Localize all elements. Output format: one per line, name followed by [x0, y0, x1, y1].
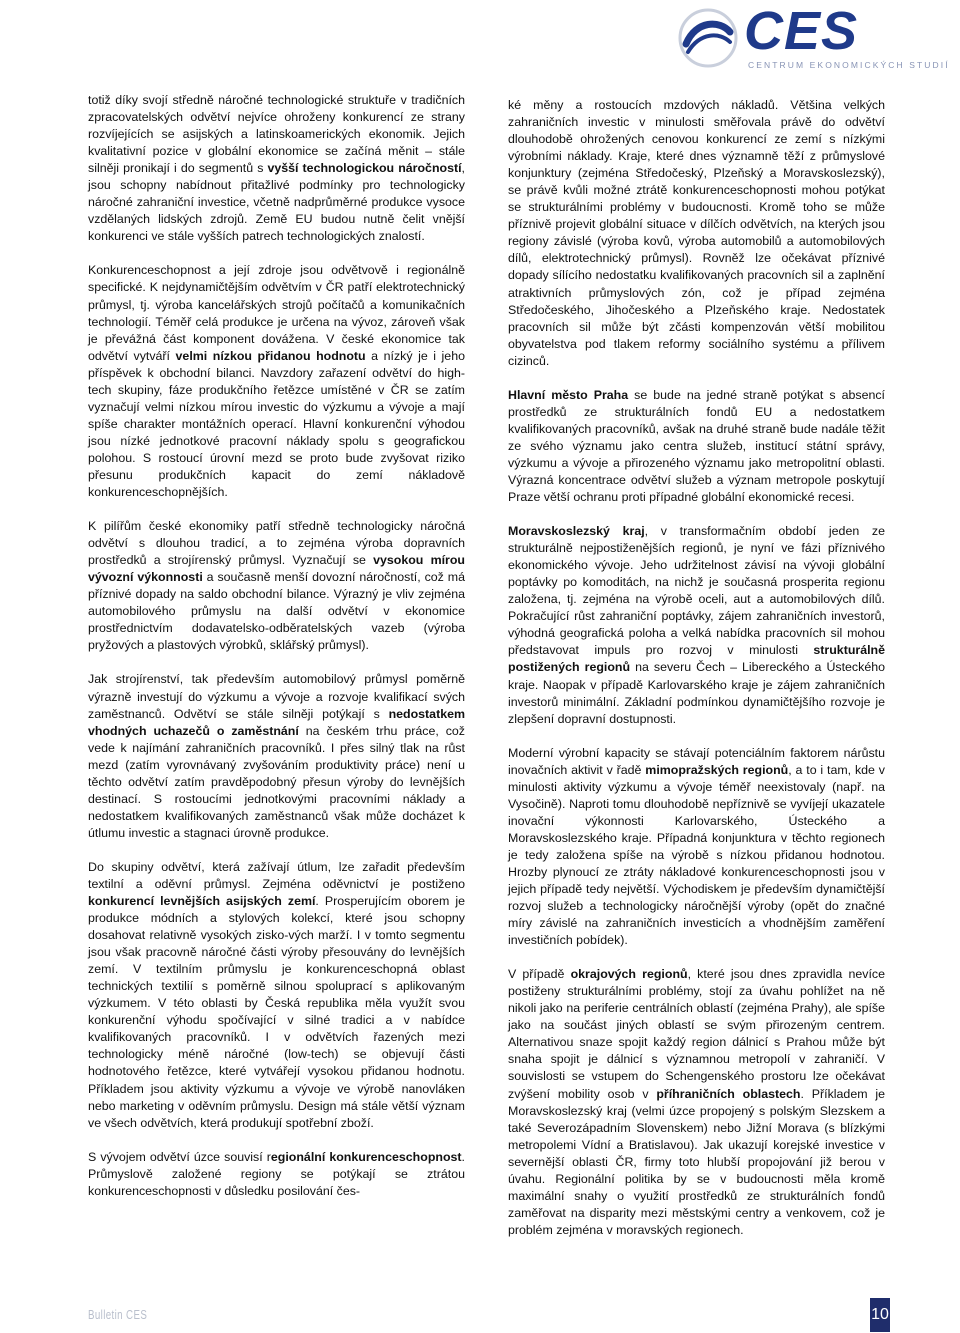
emphasis-text: Hlavní město Praha — [508, 387, 629, 402]
body-text: K pilířům české ekonomiky patří středně technologicky náročná odvětví s dlouhou tradicí, a to zejména výroba dopravních prostředků a strojírenský průmysl. Vyznačují se — [88, 519, 465, 568]
page-number: 10 — [870, 1298, 890, 1332]
emphasis-text: egionální konkurenceschopnost — [270, 1149, 462, 1164]
body-text: Jak strojírenství, tak především automobilový průmysl poměrně výrazně investují do výzkumu a vývoje a rozvoje kvalifikací svých zaměstnanců. Odvětví se stále silněji potýkají s — [88, 672, 465, 721]
paragraph — [88, 671, 465, 841]
paragraph — [88, 859, 465, 1132]
emphasis-text: okrajových regionů — [570, 967, 688, 982]
body-text: na severu Čech – Libereckého a Ústeckého kraje. Naopak v případě Karlovarského kraje je zájem zahraničních investorů minimální. Základní podmínkou dynamičtějšího rozvoje je zlepšení dopravní dostupnosti. — [508, 660, 885, 726]
emphasis-text: velmi nízkou přidanou hodnotu — [175, 348, 366, 363]
left-text-column — [88, 92, 465, 1217]
body-text: se bude na jedné straně potýkat s absencí prostředků ze strukturálních fondů EU a nedostatkem kvalifikovaných pracovníků, avšak na druhé straně bude nadále těžit ze svého významu jako centra služeb, institucí státní správy, výzkumu a vývoje a přirozeného významu jako metropolitní oblasti. Výrazná koncentrace odvětví služeb a význam metropole poskytují Praze větší ochranu proti případné globální ekonomické recesi. — [508, 387, 885, 505]
emphasis-text: vysokou mírou vývozní výkonnosti — [88, 553, 465, 585]
body-text: . Příkladem je Moravskoslezský kraj (velmi úzce propojený s polským Slezskem a také Severozápadním Slovenskem) nebo Jižní Morava (s blízkými metropolemi Vídní a Bratislavou). Jak ukazují korejské investice v severnější oblasti ČR, firmy toto hlubší propojování již berou v úvahu. Regionální politika by se v budoucnosti měla kromě maximální snahy o využití prostředků ze strukturálních fondů zaměřovat na disparity mezi městskými centry a venkovem, což je problém zejména v moravských regionech. — [508, 1086, 885, 1237]
paragraph — [508, 745, 885, 950]
body-text: . Průmyslově založené regiony se potýkají se ztrátou konkurenceschopnosti v důsledku posilování čes- — [88, 1149, 465, 1198]
paragraph — [508, 523, 885, 728]
paragraph — [508, 966, 885, 1239]
paragraph — [88, 518, 465, 654]
emphasis-text: příhraničních oblastech — [656, 1086, 801, 1101]
emphasis-text: vyšší technologickou náročností — [267, 161, 462, 176]
right-text-column — [508, 97, 885, 1256]
emphasis-text: strukturálně postižených regionů — [508, 643, 885, 675]
emphasis-text: mimopražských regionů — [645, 762, 789, 777]
body-text: S vývojem odvětví úzce souvisí r — [88, 1149, 271, 1164]
body-text: a nízký je i jeho příspěvek k obchodní bilanci. Navzdory zařazení odvětví do high-tech skupiny, fáze produkčního řetězce umístěné v ČR se zatím vyznačují velmi nízkou mírou investic do výzkumu a vývoje a mají spíše charakter montážních operací. Hlavní konkurenční výhodou jsou nízké jednotkové pracovní náklady spolu s geografickou polohou. S rostoucí úrovní mezd se proto bude zvyšovat riziko přesunu produkčních kapacit do zemí nákladově konkurenceschopnějších. — [88, 348, 465, 500]
body-text: , které jsou dnes zpravidla nevíce postiženy strukturálními problémy, stojí za úvahu pohlížet na ně nikoli jako na periferie centrálních oblastí (zejména Prahy), ale spíše jako na součást jiných oblastí se svým přirozeným centrem. Alternativou snaze spojit každý region dálnicí s Prahou může být snaha spojit je dálnicí s významnou metropolí v zahraničí. V souvislosti se vstupem do Schengenského prostoru lze očekávat zvýšení mobility osob v — [508, 967, 885, 1101]
ces-swirl-icon — [676, 6, 740, 70]
body-text: , jsou schopny nabídnout přitažlivé podmínky pro technologicky náročné zahraniční investice, včetně nadprůměrné produkce vysoce vzdělaných lidských zdrojů. Země EU budou nutně čelit vnější konkurenci ve stále vyšších patrech technologických znalostí. — [88, 161, 465, 244]
body-text: ké měny a rostoucích mzdových nákladů. Většina velkých zahraničních investic v minulosti směřovala právě do odvětví dlouhodobě ohrožených cenovou konkurencí ze zemí s nízkými výrobními náklady. Kraje, které dnes významně těží z průmyslové konjunktury (zejména Středočeský, Plzeňský a Moravskoslezský), se právě kvůli možné ztrátě konkurenceschopnosti mohou potýkat se strukturálními problémy v budoucnosti. Kromě toho se může příznivě projevit globální situace v dílčích odvětvích, na kterých jsou regiony závislé (výroba kovů, výroba automobilů a automobilových dílů, elektrotechnický průmysl). Rovněž lze očekávat příznivé dopady sílícího nedostatku kvalifikovaných pracovních sil a zaplnění atraktivních průmyslových zón, což je případ zejména Středočeského, Jihočeského a Plzeňského kraje. Nedostatek pracovních sil může být zčásti kompenzován větší mobilitou obyvatelstva pod tlakem reformy sociálního systému a přílivem cizinců. — [508, 98, 885, 368]
body-text: . Prosperujícím oborem je produkce módních a stylových kolekcí, které jsou schopny dosahovat relativně vysokých zisko-vých marží. I v tomto segmentu jsou však pracovně náročné části výroby přesouvány do levnějších zemí. V textilním průmyslu je konkurenceschopná oblast technických textilií s poměrně silnou spoluprací s aplikovaným výzkumem. V této oblasti by Česká republika měla využít svou konkurenční výhodu spočívající v silné tradici a v nabídce kvalifikovaných pracovníků. I v odvětvích řazených mezi technologicky méně náročné (low-tech) se objevují části hodnotového řetězce, které vytvářejí vysokou přidanou hodnotu. Příkladem jsou aktivity výzkumu a vývoje ve výrobě nanovláken nebo marketing v oděvním průmyslu. Design má stále větší význam ve všech odvětvích, která produkují spotřební zboží. — [88, 894, 465, 1130]
body-text: na českém trhu práce, což vede k najímání zahraničních pracovníků. I přes silný tlak na růst mezd (zatím vyrovnávaný zvyšováním produktivity práce) není u těchto odvětví zatím pravděpodobný přesun výroby do levnějších destinací. S rostoucími jednotkovými pracovními náklady a nedostatkem kvalifikovaných zaměstnanců však může docházet k útlumu investic a stagnaci úrovně produkce. — [88, 723, 465, 840]
emphasis-text: Moravskoslezský kraj — [508, 524, 645, 539]
emphasis-text: nedostatkem vhodných uchazečů o zaměstnání — [88, 706, 465, 738]
logo-wordmark: CES — [744, 1, 859, 61]
paragraph — [508, 387, 885, 506]
body-text: Do skupiny odvětví, která zažívají útlum, lze zařadit především textilní a oděvní průmysl. Zejména oděvnictví je postiženo — [88, 859, 465, 891]
publication-title: Bulletin CES — [88, 1307, 148, 1322]
body-text: a současně menší dovozní náročností, což má příznivé dopady na saldo obchodní bilance. Výrazný je vliv zejména automobilového průmyslu na další odvětví v ekonomice prostřednictvím dodavatelsko-odběratelských vazeb (výroba pryžových a plastových výrobků, sklářský průmysl). — [88, 570, 465, 653]
body-text: V případě — [508, 967, 571, 982]
paragraph — [508, 97, 885, 370]
paragraph — [88, 92, 465, 245]
logo-subtitle: CENTRUM EKONOMICKÝCH STUDIÍ — [748, 60, 950, 70]
paragraph — [88, 1149, 465, 1200]
body-text: Moderní výrobní kapacity se stávají potenciálním faktorem nárůstu inovačních aktivit v řadě — [508, 745, 885, 777]
body-text: Konkurenceschopnost a její zdroje jsou odvětvově i regionálně specifické. K nejdynamičtějším odvětvím v ČR patří elektrotechnický průmysl, tj. výroba kancelářských strojů počítačů a komunikačních technologií. Téměř celá produkce je určena na vývoz, zároveň však je převážná část komponent dovážena. V české ekonomice tak odvětví vytváří — [88, 263, 465, 363]
emphasis-text: konkurencí levnějších asijských zemí — [88, 894, 316, 909]
body-text: , a to i tam, kde v minulosti aktivity výzkumu a vývoje téměř neexistovaly (např. na Vysočině). Naproti tomu dlouhodobě nepříznivě se vyvíjejí ukazatele inovační výkonnosti Karlovarského, Ústeckého a Moravskoslezského kraje. Případná konjunktura v těchto regionech je tedy založena spíše na výrobě s nízkou přidanou hodnotou. Hrozby plynoucí ze ztráty nákladové konkurenceschopnosti jsou v jejich případě tedy největší. Východiskem je především dynamičtější rozvoj služeb a technologicky náročnější výroby (opět do značné míry závislé na zahraničních investicích a vhodnějším zaměření investičních pobídek). — [508, 762, 885, 948]
body-text: totiž díky svojí středně náročné technologické struktuře v tradičních zpracovatelských odvětví nejvíce ohroženy konkurencí ze strany rozvíjejících se asijských a latinskoamerických ekonomik. Jejich kvalitativní pozice v globální ekonomice se začíná měnit – stále silněji pronikají i do segmentů s — [88, 93, 465, 176]
ces-logo — [676, 1, 950, 74]
paragraph — [88, 262, 465, 501]
body-text: , v transformačním období jeden ze strukturálně nejpostiženějších regionů, je nyní ve fázi příznivého ekonomického vývoje. Jeho udržitelnost závisí na vývoji globální poptávky po komoditách, na nichž je současná prosperita regionu založena, tj. zejména na výrobě oceli, aut a automobilových dílů. Pokračující růst zahraniční poptávky, zájem zahraničních investorů, výhodná geografická poloha a velká nabídka pracovních sil mohou představovat impuls pro rozvoj v minulosti — [508, 524, 885, 658]
